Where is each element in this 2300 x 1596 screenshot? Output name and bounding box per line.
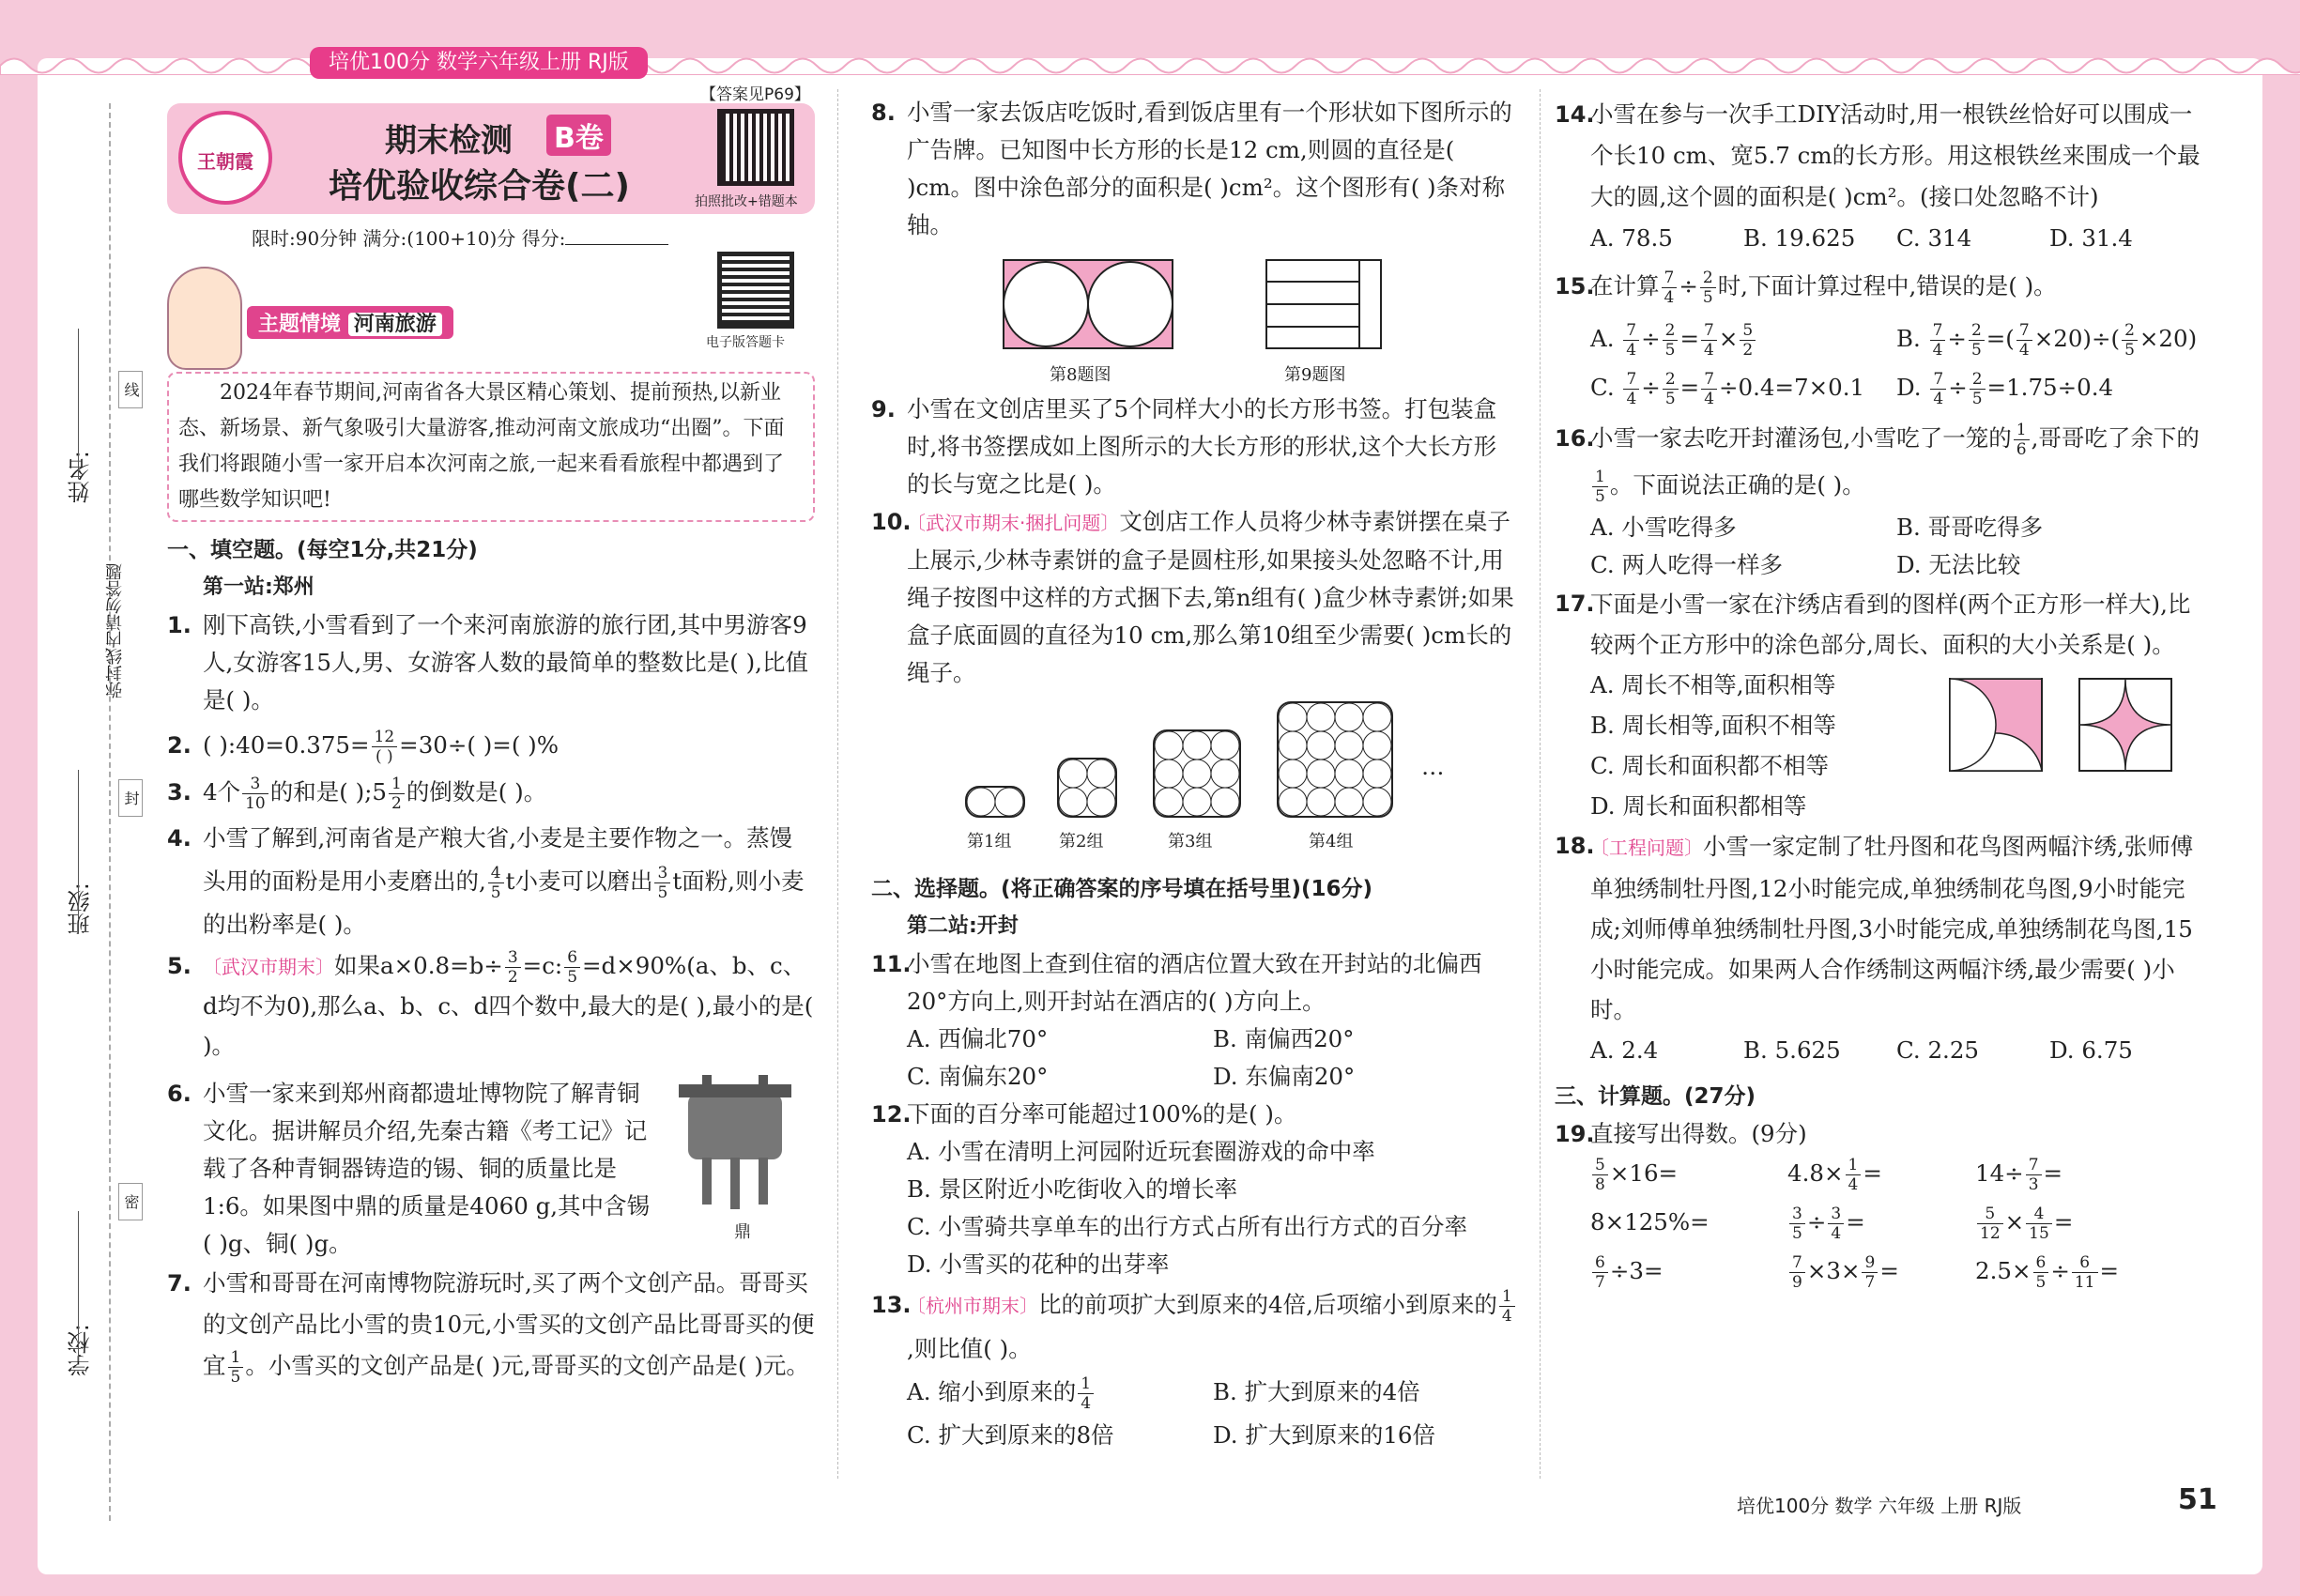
q16-option-d[interactable]: D. 无法比较 xyxy=(1896,551,2021,578)
qr-code-icon[interactable] xyxy=(717,109,794,186)
q15-oa-f4: $\frac{5}{2}$ xyxy=(1740,321,1756,360)
q13-oa-fraction xyxy=(1078,1374,1094,1413)
question-10 xyxy=(871,503,1519,692)
section-2-title: 二、选择题。(将正确答案的序号填在括号里)(16分) xyxy=(871,877,1373,901)
q18-option-d[interactable]: D. 6.75 xyxy=(2049,1036,2133,1064)
question-17 xyxy=(1555,584,2202,826)
q14-option-b[interactable]: B. 19.625 xyxy=(1743,224,1856,252)
q15-oc-f3: $\frac{7}{4}$ xyxy=(1701,370,1717,408)
theme-label-text: 主题情境 xyxy=(258,313,342,336)
q4-b: t小麦可以磨出 xyxy=(505,867,653,895)
q17-option-a[interactable]: A. 周长不相等,面积相等 xyxy=(1590,671,1836,698)
class-label: 班级: xyxy=(68,882,94,936)
calc-5: $\frac{3}{5}$ ÷ $\frac{3}{4}$ = xyxy=(1787,1202,1975,1243)
q14-option-c[interactable]: C. 314 xyxy=(1896,224,1972,252)
b-badge: B卷 xyxy=(546,115,611,156)
q15-n2: 2 xyxy=(1700,269,1716,288)
q15-option-b[interactable]: B. $\frac{7}{4}$ ÷ $\frac{2}{5}$ =( $\frac{7}{4}$ ×20)÷( $\frac{2}{5}$ ×20) xyxy=(1896,321,2198,360)
q2-a: ( ):40=0.375= xyxy=(203,731,370,759)
q5-f1d: 2 xyxy=(507,968,518,987)
theme-text: 2024年春节期间,河南省各大景区精心策划、提前预热,以新业态、新场景、新气象吸引大量游客,推动河南文旅成功“出圈”。下面我们将跟随小雪一家开启本次河南之旅,一起来看看旅程中都遇到了哪些数学知识吧! xyxy=(167,372,815,522)
q5-f1n: 3 xyxy=(505,948,521,968)
column-1 xyxy=(167,85,815,1387)
q19-grid xyxy=(1590,1153,2202,1292)
q15-oa-f3: $\frac{7}{4}$ xyxy=(1701,321,1717,360)
q12-number: 12. xyxy=(871,1101,912,1128)
group1-icon xyxy=(965,786,1025,818)
question-4 xyxy=(167,817,815,946)
q3-wden: 2 xyxy=(391,794,402,813)
q14-text: 小雪在参与一次手工DIY活动时,用一根铁丝恰好可以围成一个长10 cm、宽5.7 cm的长方形。用这根铁丝来围成一个最大的圆,这个圆的面积是( )cm²。(接口处忽略不计) xyxy=(1590,100,2200,210)
q15-option-c[interactable]: C. $\frac{7}{4}$ ÷ $\frac{2}{5}$ = $\frac{7}{4}$ ÷0.4=7×0.1 xyxy=(1590,370,1865,408)
q10-tag: 〔武汉市期末·捆扎问题〕 xyxy=(907,512,1120,534)
q15-ob-f4: $\frac{2}{5}$ xyxy=(2122,321,2138,360)
fig8-caption: 第8题图 xyxy=(1050,365,1112,385)
column-divider-2 xyxy=(1540,89,1541,1479)
q14-option-d[interactable]: D. 31.4 xyxy=(2049,224,2133,252)
page-number: 51 xyxy=(2178,1483,2217,1516)
q11-option-c[interactable]: C. 南偏东20° xyxy=(907,1063,1049,1090)
q7-number: 7. xyxy=(167,1270,192,1297)
footer-text: 培优100分 数学 六年级 上册 RJ版 xyxy=(1737,1495,2022,1517)
name-line xyxy=(78,329,79,479)
q5-frac2 xyxy=(564,948,580,987)
q7-b: 。小雪买的文创产品是( )元,哥哥买的文创产品是( )元。 xyxy=(245,1352,809,1379)
q15-frac-7-4 xyxy=(1662,269,1678,307)
theme-place: 河南旅游 xyxy=(348,313,442,336)
q16-option-a[interactable]: A. 小雪吃得多 xyxy=(1590,514,1737,541)
q12-option-c[interactable]: C. 小雪骑共享单车的出行方式占所有出行方式的百分率 xyxy=(907,1213,1467,1240)
section-3-title: 三、计算题。(27分) xyxy=(1555,1084,1756,1109)
exam-info-text: 限时:90分钟 满分:(100+10)分 得分: xyxy=(252,227,566,250)
continuation-dots: … xyxy=(1421,753,1445,780)
question-7 xyxy=(167,1263,815,1387)
q15-od-f1: $\frac{7}{4}$ xyxy=(1930,370,1946,408)
q7-den: 5 xyxy=(230,1368,241,1387)
q11-option-a[interactable]: A. 西偏北70° xyxy=(907,1025,1049,1052)
q8-number: 8. xyxy=(871,100,896,126)
qr1-caption: 拍照批改+错题本 xyxy=(695,194,798,209)
seal-mi-box: 密 xyxy=(118,1183,143,1220)
q18-option-a[interactable]: A. 2.4 xyxy=(1590,1036,1659,1064)
score-blank[interactable] xyxy=(565,244,668,245)
question-3 xyxy=(167,774,815,813)
q5-number: 5. xyxy=(167,953,192,979)
q5-a: 如果a×0.8=b÷ xyxy=(334,952,503,979)
q15-oa-label: A. xyxy=(1590,325,1615,352)
q2-fraction xyxy=(372,728,398,766)
q16-options-row2 xyxy=(1590,546,2202,584)
q8-text: 小雪一家去饭店吃饭时,看到饭店里有一个形状如下图所示的广告牌。已知图中长方形的长是12 cm,则圆的直径是( )cm。图中涂色部分的面积是( )cm²。这个图形有( )条对称轴。 xyxy=(907,99,1512,238)
q4-frac1 xyxy=(488,864,504,902)
q4-frac2 xyxy=(654,864,670,902)
theme-header xyxy=(167,257,815,398)
q18-options xyxy=(1590,1030,2202,1070)
q15-od-f2: $\frac{2}{5}$ xyxy=(1970,370,1986,408)
q13-option-a[interactable] xyxy=(907,1371,1213,1414)
calc-7: $\frac{6}{7}$ ÷3= xyxy=(1590,1251,1787,1292)
question-18 xyxy=(1555,826,2202,1070)
binding-line xyxy=(109,103,111,1521)
q15-od-tail: =1.75÷0.4 xyxy=(1986,374,2114,401)
q18-option-b[interactable]: B. 5.625 xyxy=(1743,1036,1841,1064)
question-11 xyxy=(871,945,1519,1096)
q3-c: 的倒数是( )。 xyxy=(406,778,547,806)
calc-6: $\frac{5}{12}$ × $\frac{4}{15}$ = xyxy=(1975,1202,2163,1243)
q2-den: ( ) xyxy=(376,747,393,766)
g4-caption: 第4组 xyxy=(1309,832,1354,852)
q13-num: 1 xyxy=(1499,1287,1515,1307)
q18-number: 18. xyxy=(1555,833,1595,859)
name-label: 姓名: xyxy=(68,451,94,504)
qr2-caption: 电子版答题卡 xyxy=(706,335,785,350)
group4-icon xyxy=(1277,701,1393,818)
q17-option-c[interactable]: C. 周长和面积都不相等 xyxy=(1590,752,1829,779)
q15-oc-label: C. xyxy=(1590,374,1615,401)
question-19 xyxy=(1555,1115,2202,1292)
q15-ob-f1: $\frac{7}{4}$ xyxy=(1930,321,1946,360)
exam-subtitle: 培优验收综合卷(二) xyxy=(329,167,630,206)
q2-num: 12 xyxy=(372,728,398,747)
qr-code-2-icon[interactable] xyxy=(717,252,794,329)
q16-c: 。下面说法正确的是( )。 xyxy=(1609,471,1865,499)
q16-number: 16. xyxy=(1555,425,1595,452)
figures-8-9 xyxy=(871,250,1519,391)
q4-f2d: 5 xyxy=(657,883,668,902)
q16-b: ,哥哥吃了余下的 xyxy=(2031,424,2200,452)
q15-option-a[interactable]: A. $\frac{7}{4}$ ÷ $\frac{2}{5}$ = $\frac{7}{4}$ × $\frac{5}{2}$ xyxy=(1590,317,1896,361)
brand-logo: 王朝霞 xyxy=(178,111,272,205)
q15-oc-tail: ÷0.4=7×0.1 xyxy=(1719,374,1865,401)
q18-text: 小雪一家定制了牡丹图和花鸟图两幅汴绣,张师傅单独绣制牡丹图,12小时能完成,单独绣制花鸟图,9小时能完成;刘师傅单独绣制牡丹图,3小时能完成,单独绣制花鸟图,15小时能完成。如果两人合作绣制这两幅汴绣,最少需要( )小时。 xyxy=(1590,833,2194,1023)
q14-number: 14. xyxy=(1555,101,1595,128)
question-2 xyxy=(167,727,815,766)
q10-number: 10. xyxy=(871,509,912,535)
girl-character-icon xyxy=(167,267,242,370)
q13-oa-den: 4 xyxy=(1081,1394,1092,1413)
q16-frac-1-6: $\frac{1}{6}$ xyxy=(2014,421,2030,459)
q6-text: 小雪一家来到郑州商都遗址博物院了解青铜文化。据讲解员介绍,先秦古籍《考工记》记载了各种青铜器铸造的锡、铜的质量比是1:6。如果图中鼎的质量是4060 g,其中含锡( )g、铜( )g。 xyxy=(203,1080,651,1257)
q11-option-d[interactable]: D. 东偏南20° xyxy=(1213,1063,1356,1090)
q3-den: 10 xyxy=(245,794,266,813)
section-1 xyxy=(167,531,815,1387)
seal-note: 弥封线内请勿答题 xyxy=(105,563,125,698)
title-block xyxy=(167,85,815,225)
q15-b: 时,下面计算过程中,错误的是( )。 xyxy=(1717,272,2057,299)
column-2 xyxy=(871,94,1519,1457)
q7-fraction xyxy=(228,1348,244,1387)
q16-frac-1-5: $\frac{1}{5}$ xyxy=(1592,468,1608,506)
q12-option-b[interactable]: B. 景区附近小吃街收入的增长率 xyxy=(907,1175,1238,1203)
q9-text: 小雪在文创店里买了5个同样大小的长方形书签。打包装盒时,将书签摆成如上图所示的大长方形的形状,这个大长方形的长与宽之比是( )。 xyxy=(907,395,1497,498)
q12-option-a[interactable]: A. 小雪在清明上河园附近玩套圈游戏的命中率 xyxy=(907,1138,1375,1165)
q2-number: 2. xyxy=(167,732,192,759)
q11-options-row1 xyxy=(907,1021,1519,1058)
q1-number: 1. xyxy=(167,612,192,638)
q15-ob-label: B. xyxy=(1896,325,1921,352)
q3-mixed xyxy=(389,775,405,813)
question-5 xyxy=(167,946,815,1066)
q15-option-d[interactable]: D. $\frac{7}{4}$ ÷ $\frac{2}{5}$ =1.75÷0.4 xyxy=(1896,370,2114,408)
book-tab: 培优100分 数学六年级上册 RJ版 xyxy=(310,47,648,79)
q5-b: =c: xyxy=(522,952,563,979)
school-line xyxy=(78,1211,79,1361)
q17-options xyxy=(1590,665,2202,826)
calc-9: 2.5× $\frac{6}{5}$ ÷ $\frac{6}{11}$ = xyxy=(1975,1253,2120,1292)
q15-oc-f2: $\frac{2}{5}$ xyxy=(1663,370,1679,408)
q5-f2d: 5 xyxy=(567,968,578,987)
q3-b: 的和是( );5 xyxy=(269,778,387,806)
q13-option-a-text: A. 缩小到原来的 xyxy=(907,1378,1077,1405)
theme-label xyxy=(247,306,453,339)
q2-b: =30÷( )=( )% xyxy=(399,731,560,759)
seal-line-box: 线 xyxy=(118,371,143,408)
question-8 xyxy=(871,94,1519,244)
q11-number: 11. xyxy=(871,951,912,977)
q19-number: 19. xyxy=(1555,1121,1595,1147)
q17-square-1 xyxy=(1949,678,2043,772)
question-14 xyxy=(1555,94,2202,259)
q4-c: t面粉,则小麦的出粉率是( )。 xyxy=(203,867,805,938)
q3-wnum: 1 xyxy=(389,775,405,794)
q15-options-row2 xyxy=(1590,366,2202,409)
q13-option-c[interactable]: C. 扩大到原来的8倍 xyxy=(907,1421,1114,1449)
q17-option-b[interactable]: B. 周长相等,面积不相等 xyxy=(1590,712,1836,739)
question-9 xyxy=(871,391,1519,503)
station-1: 第一站:郑州 xyxy=(203,575,314,599)
q13-b: ,则比值( )。 xyxy=(907,1335,1032,1362)
q11-options-row2 xyxy=(907,1058,1519,1096)
q5-frac1 xyxy=(505,948,521,987)
station-2: 第二站:开封 xyxy=(907,914,1019,938)
question-13 xyxy=(871,1283,1519,1457)
q4-f1d: 5 xyxy=(490,883,501,902)
column-3 xyxy=(1555,94,2202,1292)
exam-title: 期末检测 xyxy=(385,122,513,160)
q15-d2: 5 xyxy=(1702,288,1713,307)
q15-oa-f2: $\frac{2}{5}$ xyxy=(1663,321,1679,360)
q15-frac-2-5 xyxy=(1700,269,1716,307)
question-1 xyxy=(167,606,815,719)
group3-icon xyxy=(1153,729,1241,818)
q15-number: 15. xyxy=(1555,273,1595,299)
question-15: 15. 在计算 $\frac{7}{4}$ ÷ $\frac{2}{5}$ 时,下面计算过程中,错误的是( )。 A. $\frac{7}{4}$ ÷ $\frac{2}{5}$ = $\frac{7}{4}$ × $\frac{5}{2}$ B. $\frac{7}{4}$ ÷ $\frac{2}{5}$ =( $\frac{7}{4}$ ×20)÷( $\frac{2}{5}$ ×20) C. $\frac{7}{4}$ ÷ $\frac{2}{5}$ = $\frac{7}{4}$ ÷0.4=7×0.1 D. $\frac{7}{4}$ ÷ $\frac{2}{5}$ =1.75÷0.4 xyxy=(1555,265,2202,409)
q14-options xyxy=(1590,218,2202,259)
q13-den: 4 xyxy=(1501,1307,1512,1326)
q16-option-c[interactable]: C. 两人吃得一样多 xyxy=(1590,551,1783,578)
q7-num: 1 xyxy=(228,1348,244,1368)
q14-option-a[interactable]: A. 78.5 xyxy=(1590,224,1673,252)
ding-caption: 鼎 xyxy=(734,1222,751,1242)
q15-od-label: D. xyxy=(1896,374,1922,401)
group2-icon xyxy=(1057,758,1117,818)
q3-num: 3 xyxy=(242,775,268,794)
ding-vessel-icon xyxy=(674,1075,796,1216)
q15-d1: 4 xyxy=(1664,288,1675,307)
class-line xyxy=(78,770,79,920)
q3-a: 4个 xyxy=(203,778,241,806)
q17-number: 17. xyxy=(1555,591,1595,617)
seal-feng-box: 封 xyxy=(118,779,143,817)
q15-oc-f1: $\frac{7}{4}$ xyxy=(1623,370,1639,408)
q13-number: 13. xyxy=(871,1292,912,1318)
q13-fraction xyxy=(1499,1287,1515,1326)
q15-ob-f2: $\frac{2}{5}$ xyxy=(1969,321,1985,360)
q4-number: 4. xyxy=(167,825,192,852)
q3-number: 3. xyxy=(167,779,192,806)
calc-2: 4.8× $\frac{1}{4}$ = xyxy=(1787,1156,1882,1194)
fig10-groups xyxy=(871,692,1519,880)
q1-text: 刚下高铁,小雪看到了一个来河南旅游的旅行团,其中男游客9人,女游客15人,男、女游客人数的最简单的整数比是( ),比值是( )。 xyxy=(203,611,808,714)
q16-a: 小雪一家去吃开封灌汤包,小雪吃了一笼的 xyxy=(1590,424,2012,452)
q13-oa-num: 1 xyxy=(1078,1374,1094,1394)
q15-n1: 7 xyxy=(1662,269,1678,288)
q10-text: 文创店工作人员将少林寺素饼摆在桌子上展示,少林寺素饼的盒子是圆柱形,如果接头处忽略不计,用绳子按图中这样的方式捆下去,第n组有( )盒少林寺素饼;如果盒子底面圆的直径为10 cm,那么第10组至少需要( )cm长的绳子。 xyxy=(907,508,1514,686)
q11-text: 小雪在地图上查到住宿的酒店位置大致在开封站的北偏西20°方向上,则开封站在酒店的( )方向上。 xyxy=(907,950,1482,1015)
answer-ref: 【答案见P69】 xyxy=(700,85,810,104)
q13-a: 比的前项扩大到原来的4倍,后项缩小到原来的 xyxy=(1038,1291,1497,1318)
q13-option-b[interactable]: B. 扩大到原来的4倍 xyxy=(1213,1378,1420,1405)
fig8-circles-in-rect xyxy=(1003,259,1173,349)
q13-tag: 〔杭州市期末〕 xyxy=(907,1295,1038,1317)
question-16 xyxy=(1555,415,2202,584)
g2-caption: 第2组 xyxy=(1059,832,1104,852)
q15-oa-f1: $\frac{7}{4}$ xyxy=(1623,321,1639,360)
q4-f1n: 4 xyxy=(488,864,504,883)
q4-a: 小雪了解到,河南省是产粮大省,小麦是主要作物之一。蒸馒头用的面粉是用小麦磨出的, xyxy=(203,824,793,895)
question-12 xyxy=(871,1096,1519,1283)
g3-caption: 第3组 xyxy=(1168,832,1213,852)
calc-3: 14÷ $\frac{7}{3}$ = xyxy=(1975,1156,2063,1194)
school-label: 学校: xyxy=(68,1324,94,1377)
q19-text: 直接写出得数。(9分) xyxy=(1590,1120,1807,1147)
q6-number: 6. xyxy=(167,1081,192,1107)
q5-f2n: 6 xyxy=(564,948,580,968)
calc-8: $\frac{7}{9}$ ×3× $\frac{9}{7}$ = xyxy=(1787,1251,1975,1292)
q17-text: 下面是小雪一家在汴绣店看到的图样(两个正方形一样大),比较两个正方形中的涂色部分,周长、面积的大小关系是( )。 xyxy=(1590,591,2191,658)
q13-options-row1 xyxy=(907,1371,1519,1414)
q17-option-d[interactable]: D. 周长和面积都相等 xyxy=(1590,792,1807,820)
calc-1: $\frac{5}{8}$ ×16= xyxy=(1590,1153,1787,1194)
q13-options-row2 xyxy=(907,1414,1519,1457)
q5-tag: 〔武汉市期末〕 xyxy=(203,956,334,978)
fig9-caption: 第9题图 xyxy=(1284,365,1346,385)
q9-number: 9. xyxy=(871,396,896,422)
q15-ob-f3: $\frac{7}{4}$ xyxy=(2016,321,2032,360)
q12-text: 下面的百分率可能超过100%的是( )。 xyxy=(907,1100,1297,1128)
q12-option-d[interactable]: D. 小雪买的花种的出芽率 xyxy=(907,1251,1170,1278)
g1-caption: 第1组 xyxy=(967,832,1012,852)
q7-a: 小雪和哥哥在河南博物院游玩时,买了两个文创产品。哥哥买的文创产品比小雪的贵10元,小雪买的文创产品比哥哥买的便宜 xyxy=(203,1269,815,1379)
q18-option-c[interactable]: C. 2.25 xyxy=(1896,1036,1979,1064)
fig9-bookmarks xyxy=(1265,259,1382,349)
q3-fraction xyxy=(242,775,268,813)
q18-tag: 〔工程问题〕 xyxy=(1590,836,1703,859)
q16-option-b[interactable]: B. 哥哥吃得多 xyxy=(1896,514,2044,541)
question-6 xyxy=(167,1075,815,1263)
section-1-title: 一、填空题。(每空1分,共21分) xyxy=(167,538,478,562)
q15-options-row1 xyxy=(1590,317,2202,361)
column-divider-1 xyxy=(837,89,838,1479)
q5-c: =d×90%(a、b、c、d均不为0),那么a、b、c、d四个数中,最大的是( ),最小的是( )。 xyxy=(203,952,814,1059)
q13-option-d[interactable]: D. 扩大到原来的16倍 xyxy=(1213,1421,1436,1449)
q4-f2n: 3 xyxy=(654,864,670,883)
calc-4: 8×125%= xyxy=(1590,1208,1710,1235)
q16-options-row1 xyxy=(1590,509,2202,546)
q15-a: 在计算 xyxy=(1590,272,1660,299)
q11-option-b[interactable]: B. 南偏西20° xyxy=(1213,1025,1355,1052)
q17-square-2 xyxy=(2078,678,2172,772)
